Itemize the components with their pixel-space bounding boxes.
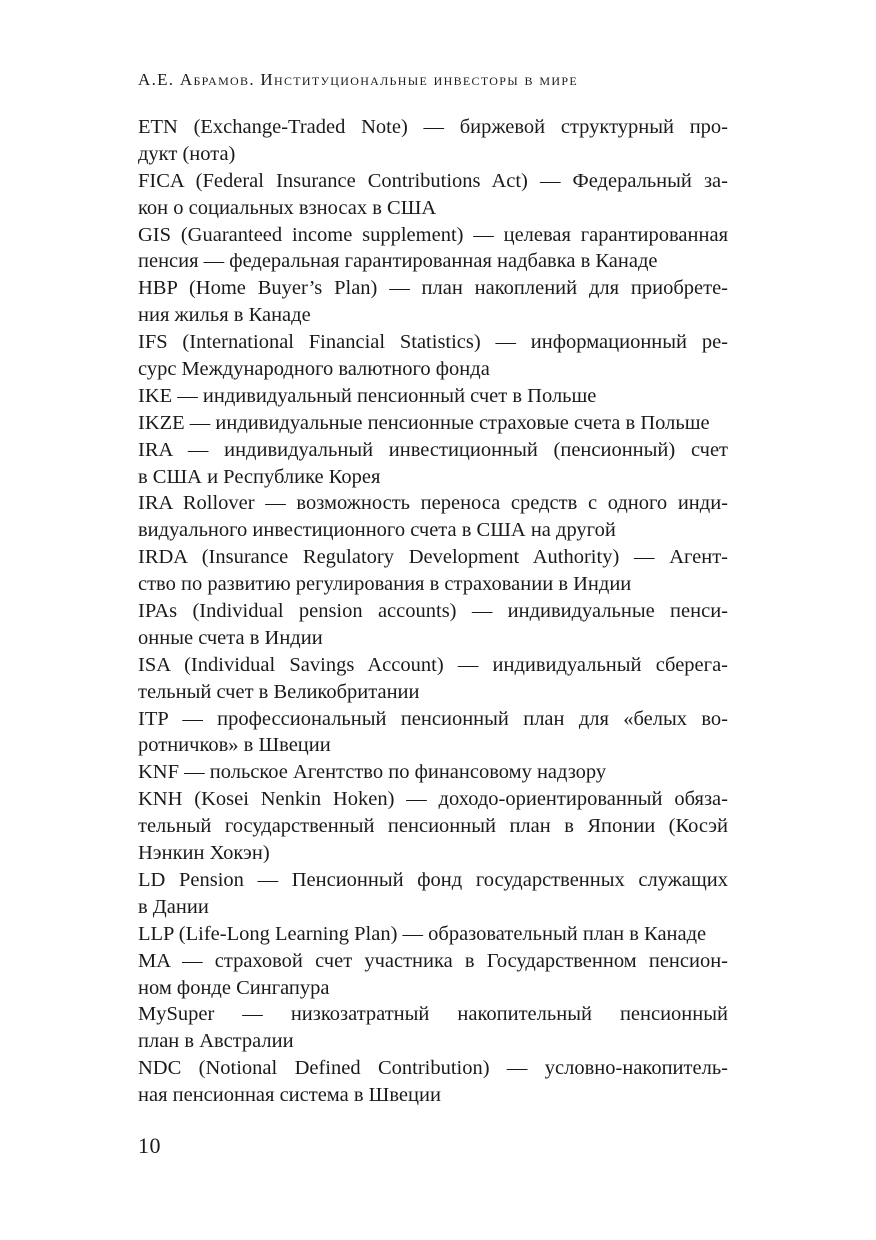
glossary-entry-etn <box>138 114 728 168</box>
entry-line: ETN (Exchange-Traded Note) — биржевой структурный про- <box>138 116 728 138</box>
entry-line: ния жилья в Канаде <box>138 304 311 327</box>
glossary-entry-gis <box>138 222 728 276</box>
entry-line: дукт (нота) <box>138 142 236 165</box>
entry-line: ITP — профессиональный пенсионный план для «белых во- <box>138 707 728 730</box>
entry-line: KNF — польское Агентство по финансовому надзору <box>138 761 607 784</box>
entry-line: IRA — индивидуальный инвестиционный (пенсионный) счет <box>138 438 728 461</box>
entry-line: ная пенсионная система в Швеции <box>138 1084 441 1107</box>
glossary-entry-knh <box>138 786 728 867</box>
glossary-entry-ira <box>138 437 728 491</box>
glossary-entry-hbp <box>138 275 728 329</box>
entry-line: MySuper — низкозатратный накопительный пенсионный <box>138 1003 728 1026</box>
entry-line: LLP (Life-Long Learning Plan) — образовательный план в Канаде <box>138 922 707 945</box>
entry-line: IKE — индивидуальный пенсионный счет в Польше <box>138 384 597 407</box>
entry-line: KNH (Kosei Nenkin Hoken) — доходо-ориентированный обяза- <box>138 788 728 811</box>
entry-line: FICA (Federal Insurance Contributions Act) — Федеральный за- <box>138 169 728 192</box>
glossary-entry-ndc <box>138 1055 728 1109</box>
entry-line: тельный счет в Великобритании <box>138 680 420 703</box>
glossary-entry-knf <box>138 759 728 786</box>
entry-line: ISA (Individual Savings Account) — индивидуальный сберега- <box>138 653 728 676</box>
entry-line: IPAs (Individual pension accounts) — индивидуальные пенси- <box>138 600 728 623</box>
entry-line: ротничков» в Швеции <box>138 734 331 757</box>
running-head: А.Е. Абрамов. Институциональные инвесторы в мире <box>138 70 578 89</box>
entry-line: LD Pension — Пенсионный фонд государственных служащих <box>138 868 728 891</box>
glossary-entry-ike <box>138 383 728 410</box>
glossary-entry-fica <box>138 168 728 222</box>
page-number: 10 <box>138 1133 161 1158</box>
entry-line: тельный государственный пенсионный план в Японии (Косэй <box>138 815 728 838</box>
entry-line: видуального инвестиционного счета в США на другой <box>138 519 616 542</box>
entry-line: IFS (International Financial Statistics) — информационный ре- <box>138 331 728 354</box>
entry-line: MA — страховой счет участника в Государственном пенсион- <box>138 949 728 972</box>
entry-line: HBP (Home Buyer’s Plan) — план накоплений для приобрете- <box>138 277 728 300</box>
entry-line: план в Австралии <box>138 1030 294 1053</box>
entry-line: кон о социальных взносах в США <box>138 196 437 219</box>
entry-line: IRA Rollover — возможность переноса средств с одного инди- <box>138 492 728 515</box>
glossary-entry-ira-rollover <box>138 490 728 544</box>
entry-line: ство по развитию регулирования в страховании в Индии <box>138 573 632 596</box>
glossary-entry-isa <box>138 652 728 706</box>
entry-line: NDC (Notional Defined Contribution) — условно-накопитель- <box>138 1057 728 1080</box>
glossary-entry-ikze <box>138 410 728 437</box>
entry-line: IRDA (Insurance Regulatory Development Authority) — Агент- <box>138 546 728 569</box>
entry-line: в Дании <box>138 895 209 918</box>
entry-line: онные счета в Индии <box>138 626 323 649</box>
entry-line: в США и Республике Корея <box>138 465 381 488</box>
glossary-entry-ifs <box>138 329 728 383</box>
entry-line: ном фонде Сингапура <box>138 976 330 999</box>
glossary-entry-irda <box>138 544 728 598</box>
entry-line: GIS (Guaranteed income supplement) — целевая гарантированная <box>138 223 728 246</box>
glossary-entry-llp <box>138 921 728 948</box>
entry-line: сурс Международного валютного фонда <box>138 358 490 381</box>
glossary-entry-ma <box>138 948 728 1002</box>
glossary-entry-ld-pension <box>138 867 728 921</box>
entry-line: пенсия — федеральная гарантированная надбавка в Канаде <box>138 250 658 273</box>
glossary-entry-itp <box>138 706 728 760</box>
entry-line: IKZE — индивидуальные пенсионные страховые счета в Польше <box>138 411 710 434</box>
entry-line: Нэнкин Хокэн) <box>138 842 270 865</box>
glossary-entry-mysuper <box>138 1001 728 1055</box>
glossary-entries <box>138 114 728 1109</box>
glossary-entry-ipas <box>138 598 728 652</box>
